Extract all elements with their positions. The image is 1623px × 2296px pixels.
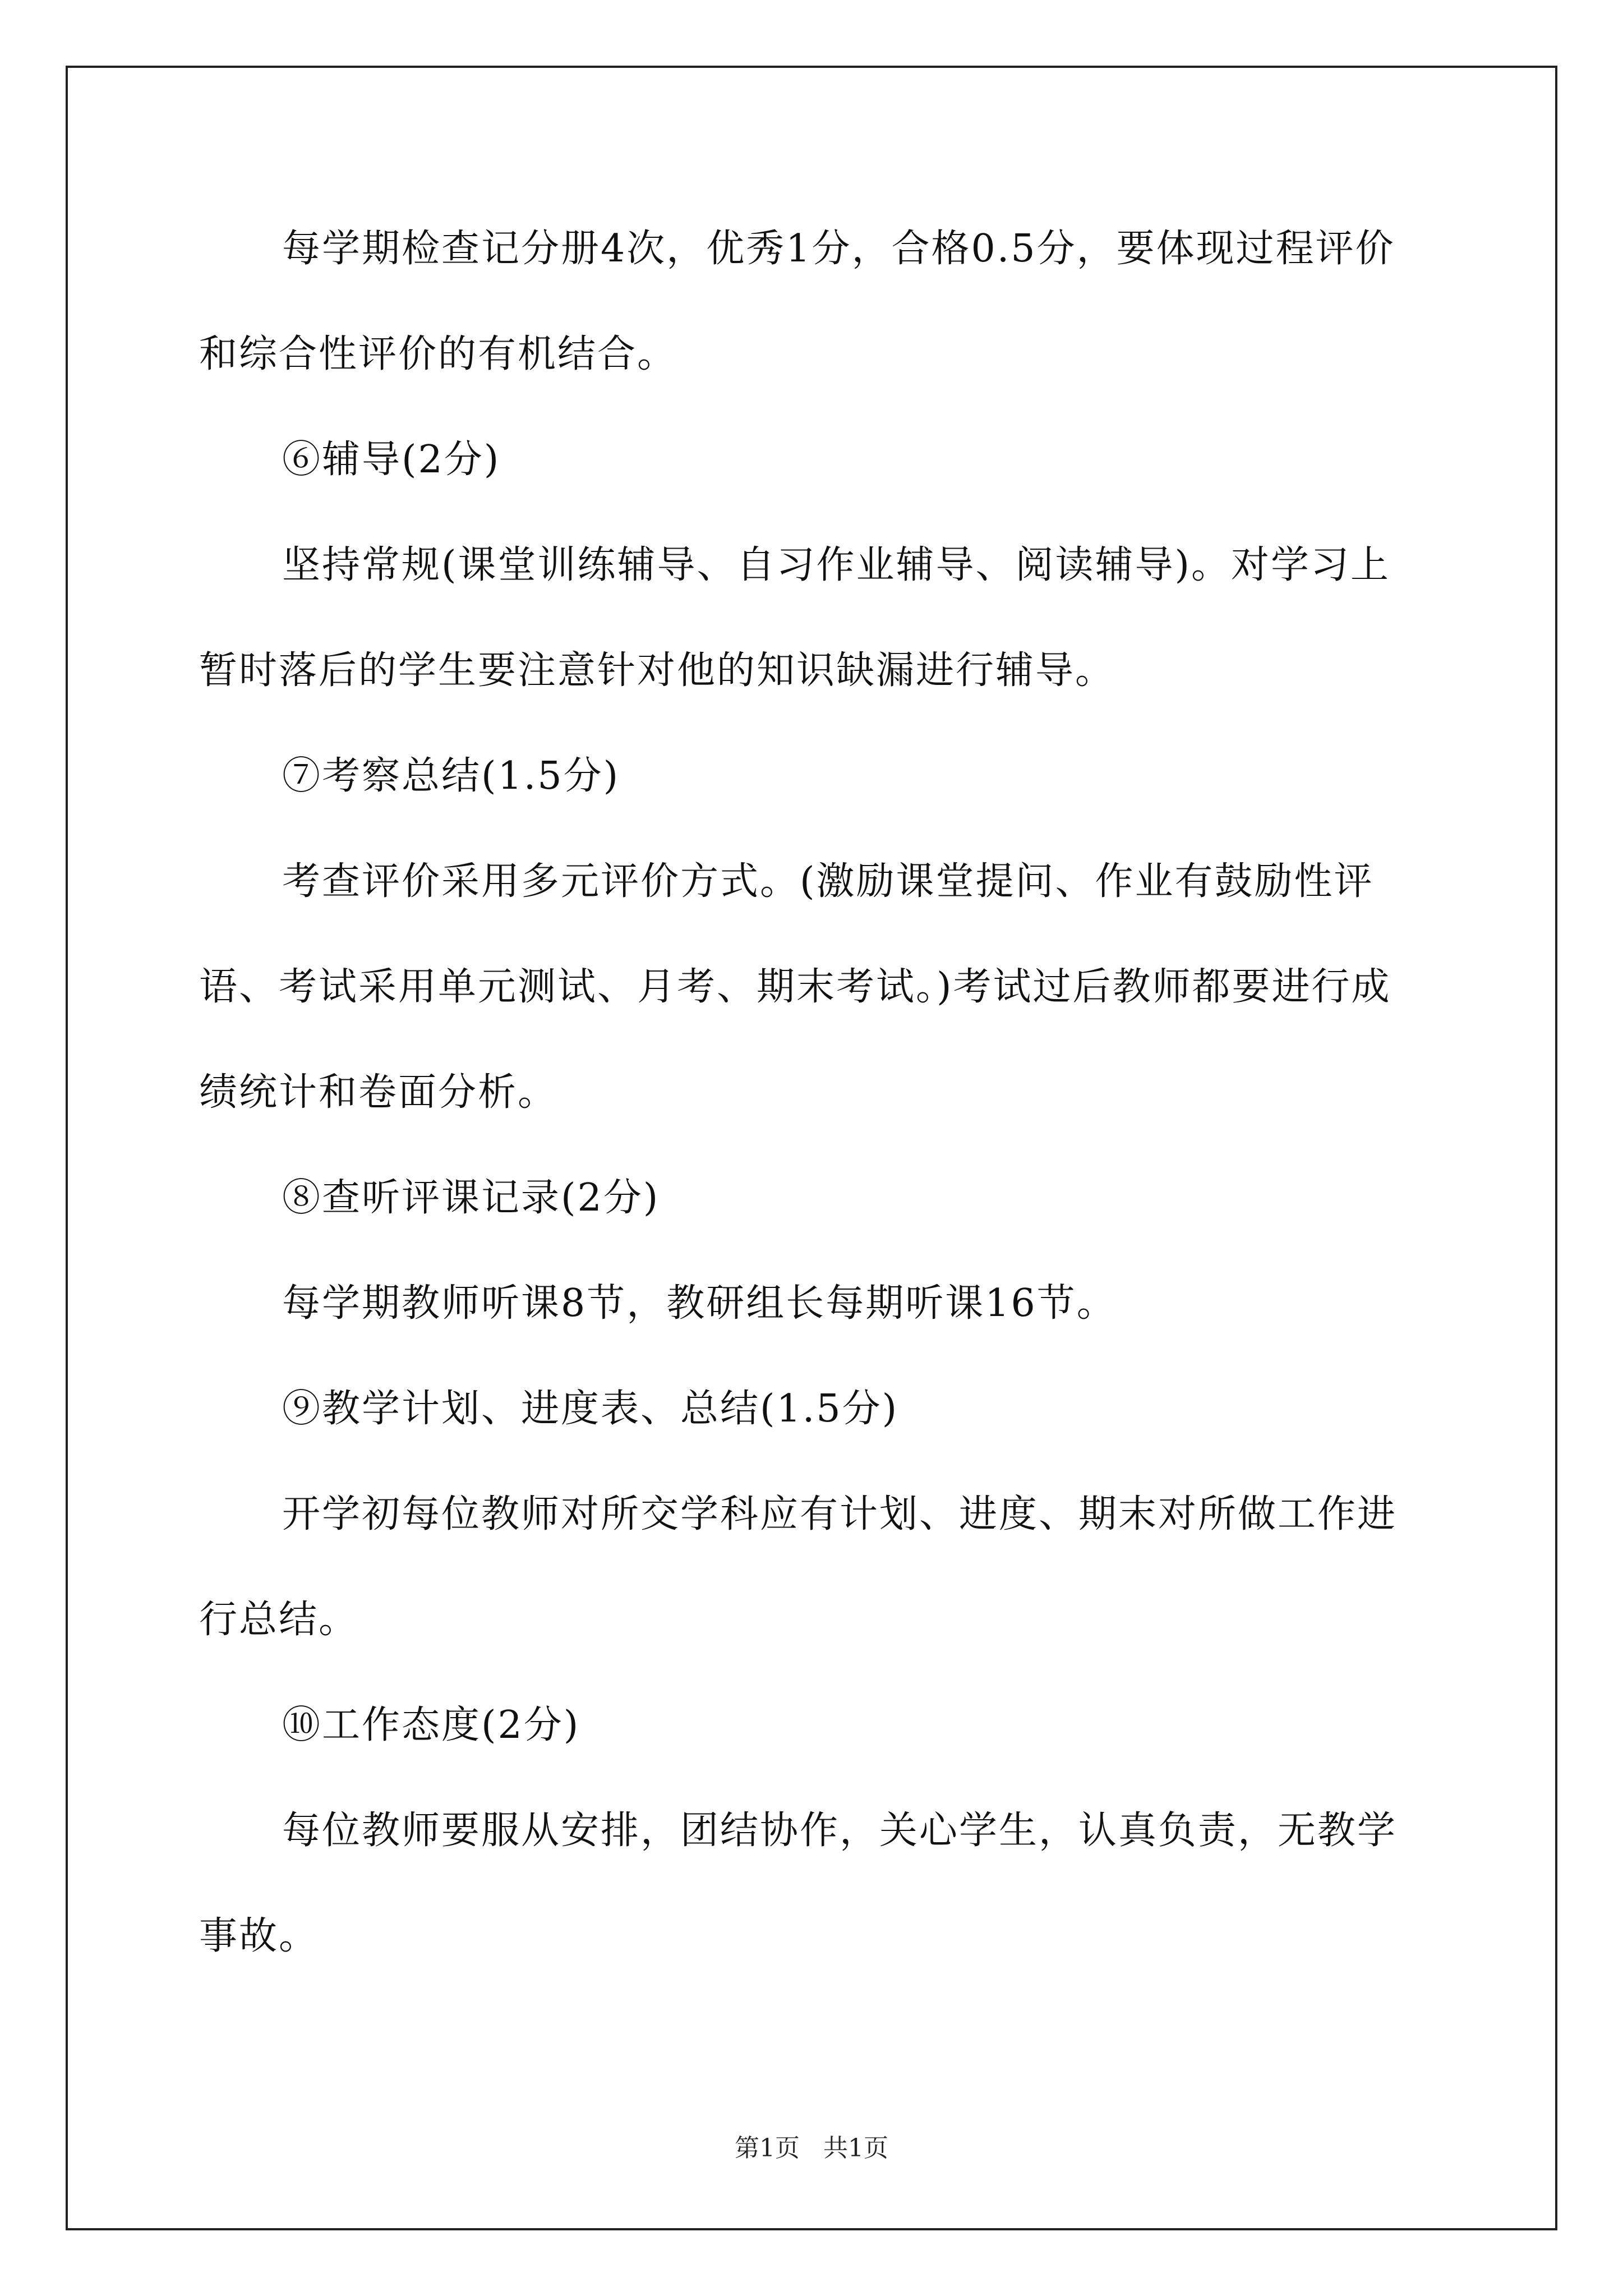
page-number: 第1页 — [735, 2134, 800, 2162]
heading-work-attitude: ⑩工作态度(2分) — [282, 1703, 580, 1747]
paragraph-assessment-summary: 考查评价采用多元评价方式。(激励课堂提问、作业有鼓励性评语、考试采用单元测试、月考、期末考试。)考试过后教师都要进行成绩统计和卷面分析。 — [199, 859, 1391, 1115]
heading-assessment-summary: ⑦考察总结(1.5分) — [282, 754, 620, 798]
heading-teaching-plan: ⑨教学计划、进度表、总结(1.5分) — [282, 1387, 899, 1431]
page-total: 共1页 — [823, 2134, 888, 2162]
paragraph-tutoring: 坚持常规(课堂训练辅导、自习作业辅导、阅读辅导)。对学习上暂时落后的学生要注意针对他的知识缺漏进行辅导。 — [199, 543, 1391, 693]
heading-tutoring: ⑥辅导(2分) — [282, 438, 501, 482]
paragraph-work-attitude: 每位教师要服从安排，团结协作，关心学生，认真负责，无教学事故。 — [199, 1809, 1398, 1958]
paragraph-teaching-plan: 开学初每位教师对所交学科应有计划、进度、期末对所做工作进行总结。 — [199, 1492, 1398, 1642]
heading-lesson-observation: ⑧查听评课记录(2分) — [282, 1176, 660, 1220]
paragraph-record-book-check: 每学期检查记分册4次，优秀1分，合格0.5分，要体现过程评价和综合性评价的有机结合。 — [199, 227, 1395, 376]
document-body — [199, 196, 1424, 1989]
page-footer — [0, 2132, 1623, 2165]
paragraph-lesson-observation: 每学期教师听课8节，教研组长每期听课16节。 — [282, 1281, 1117, 1326]
